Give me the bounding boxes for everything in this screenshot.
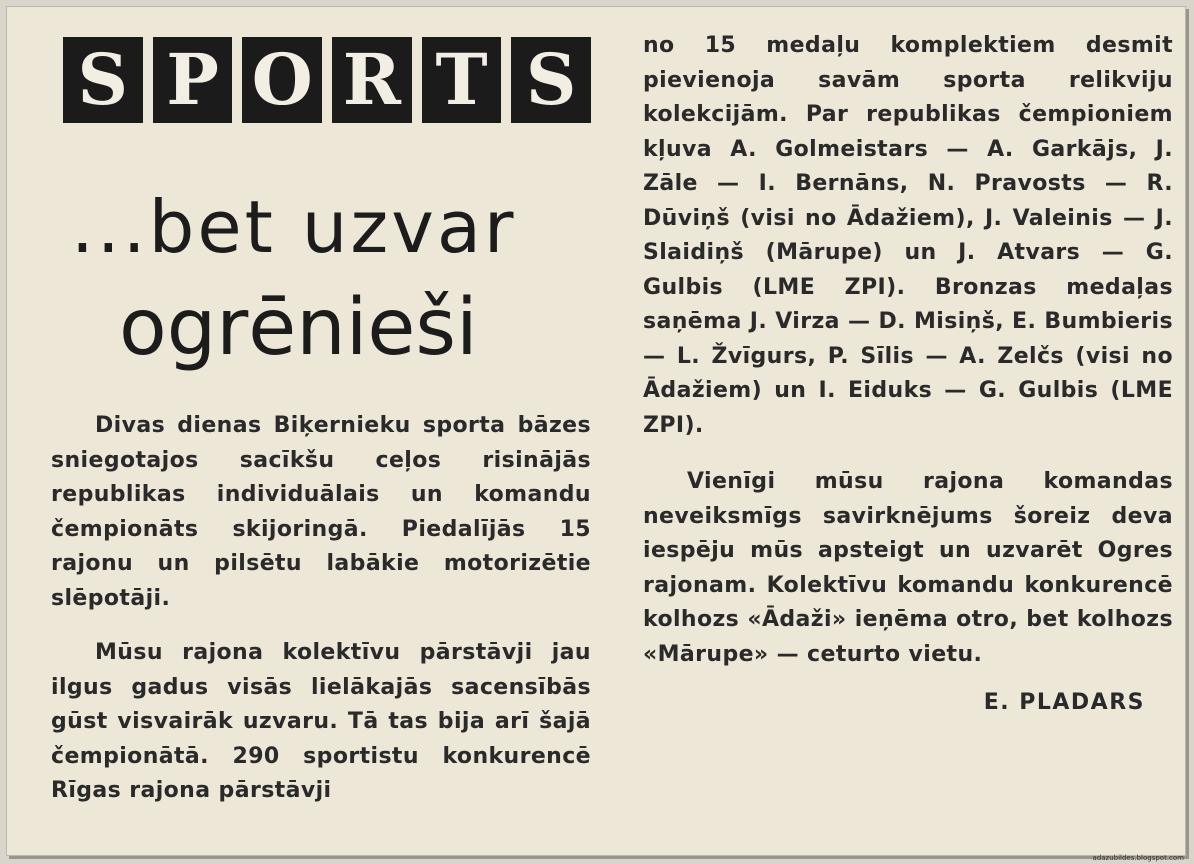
author-signature: E. PLADARS <box>983 690 1145 715</box>
left-column <box>51 37 591 809</box>
article-paragraph: Divas dienas Biķernieku sporta bāzes sniegotajos sacīkšu ceļos risinājās republikas individuālais un komandu čempionāts skijoringā. Piedalījās 15 rajonu un pilsētu labākie motorizētie slēpotāji. <box>51 413 591 611</box>
sports-masthead <box>51 37 591 123</box>
masthead-letter: T <box>422 37 502 123</box>
newspaper-clipping <box>6 6 1186 856</box>
masthead-letter: P <box>153 37 233 123</box>
headline-line-1: ...bet uzvar <box>71 185 517 269</box>
article-paragraph: no 15 medaļu komplektiem desmit pievienoja savām sporta relikviju kolekcijām. Par republikas čempioniem kļuva A. Golmeistars — A. Garkājs, J. Zāle — I. Bernāns, N. Pravosts — R. Dūviņš (visi no Ādažiem), J. Valeinis — J. Slaidiņš (Mārupe) un J. Atvars — G. Gulbis (LME ZPI). Bronzas medaļas saņēma J. Virza — D. Misiņš, E. Bumbieris — L. Žvīgurs, P. Sīlis — A. Zelčs (visi no Ādažiem) un I. Eiduks — G. Gulbis (LME ZPI). <box>643 33 1173 438</box>
masthead-letter: S <box>63 37 143 123</box>
masthead-letter: S <box>511 37 591 123</box>
right-column <box>643 29 1173 715</box>
headline-line-2: ogrēnieši <box>119 283 478 373</box>
article-paragraph: Vienīgi mūsu rajona komandas neveiksmīgs savirknējums šoreiz deva iespēju mūs apsteigt un uzvarēt Ogres rajonam. Kolektīvu komandu konkurencē kolhozs «Ādaži» ieņēma otro, bet kolhozs «Mārupe» — ceturto vietu. <box>643 469 1173 667</box>
masthead-letter: R <box>332 37 412 123</box>
masthead-letter: O <box>242 37 322 123</box>
article-paragraph: Mūsu rajona kolektīvu pārstāvji jau ilgus gadus visās lielākajās sacensībās gūst visvairāk uzvaru. Tā tas bija arī šajā čempionātā. 290 sportistu konkurencē Rīgas rajona pārstāvji <box>51 640 591 803</box>
watermark-text: adazubildes.blogspot.com <box>1092 854 1184 862</box>
